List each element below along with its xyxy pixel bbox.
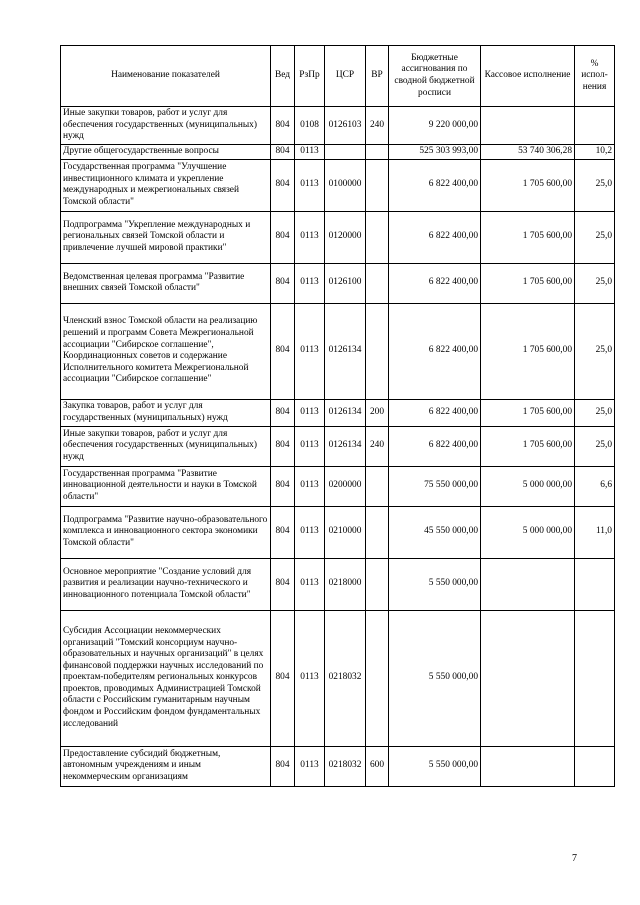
cell-cash	[481, 610, 575, 746]
cell-percent: 25,0	[575, 263, 615, 303]
cell-rzpr: 0113	[295, 466, 325, 506]
cell-cash: 5 000 000,00	[481, 466, 575, 506]
cell-vr	[366, 610, 389, 746]
cell-csr: 0218000	[325, 558, 366, 610]
cell-csr: 0100000	[325, 159, 366, 211]
table-row	[61, 558, 615, 610]
header-rzpr: РзПр	[295, 46, 325, 107]
cell-vr	[366, 263, 389, 303]
table-row	[61, 159, 615, 211]
header-name: Наименование показателей	[61, 46, 271, 107]
header-assignments: Бюджетные ассигнования по сводной бюджетной росписи	[389, 46, 481, 107]
cell-ved: 804	[271, 558, 295, 610]
table-row	[61, 746, 615, 786]
cell-percent: 11,0	[575, 506, 615, 558]
cell-ved: 804	[271, 159, 295, 211]
cell-rzpr: 0113	[295, 211, 325, 263]
cell-rzpr: 0113	[295, 303, 325, 399]
cell-assignments: 6 822 400,00	[389, 399, 481, 426]
table-row	[61, 399, 615, 426]
cell-name: Государственная программа "Развитие инновационной деятельности и науки в Томской области"	[61, 466, 271, 506]
cell-name: Иные закупки товаров, работ и услуг для обеспечения государственных (муниципальных) нужд	[61, 107, 271, 145]
table-row	[61, 466, 615, 506]
cell-vr: 200	[366, 399, 389, 426]
cell-cash: 1 705 600,00	[481, 159, 575, 211]
cell-rzpr: 0108	[295, 107, 325, 145]
cell-cash: 1 705 600,00	[481, 263, 575, 303]
table-header-row	[61, 46, 615, 107]
cell-percent	[575, 558, 615, 610]
cell-assignments: 6 822 400,00	[389, 303, 481, 399]
cell-name: Закупка товаров, работ и услуг для государственных (муниципальных) нужд	[61, 399, 271, 426]
cell-vr: 240	[366, 107, 389, 145]
cell-rzpr: 0113	[295, 506, 325, 558]
cell-assignments: 5 550 000,00	[389, 610, 481, 746]
cell-vr	[366, 145, 389, 160]
cell-csr: 0120000	[325, 211, 366, 263]
cell-csr: 0126134	[325, 399, 366, 426]
cell-csr: 0126100	[325, 263, 366, 303]
cell-percent	[575, 746, 615, 786]
cell-name: Предоставление субсидий бюджетным, автономным учреждениям и иным некоммерческим организациям	[61, 746, 271, 786]
cell-percent: 25,0	[575, 211, 615, 263]
cell-assignments: 75 550 000,00	[389, 466, 481, 506]
cell-rzpr: 0113	[295, 746, 325, 786]
cell-ved: 804	[271, 263, 295, 303]
cell-csr: 0218032	[325, 746, 366, 786]
cell-rzpr: 0113	[295, 159, 325, 211]
cell-assignments: 6 822 400,00	[389, 211, 481, 263]
cell-vr	[366, 466, 389, 506]
cell-ved: 804	[271, 211, 295, 263]
cell-rzpr: 0113	[295, 426, 325, 466]
table-row	[61, 303, 615, 399]
cell-cash	[481, 746, 575, 786]
cell-assignments: 6 822 400,00	[389, 263, 481, 303]
cell-assignments: 525 303 993,00	[389, 145, 481, 160]
cell-assignments: 5 550 000,00	[389, 558, 481, 610]
cell-name: Субсидия Ассоциации некоммерческих организаций "Томский консорциум научно-образовательных и научных организаций" в целях финансовой поддержки научных исследований по проектам-победителям региональных конкурсов проектов, проводимых Администрацией Томской области с Российским гуманитарным научным фондом и Российским фондом фундаментальных исследований	[61, 610, 271, 746]
budget-execution-table	[60, 45, 615, 787]
cell-ved: 804	[271, 426, 295, 466]
cell-ved: 804	[271, 107, 295, 145]
table-row	[61, 211, 615, 263]
cell-ved: 804	[271, 506, 295, 558]
cell-name: Государственная программа "Улучшение инвестиционного климата и укрепление международных и межрегиональных связей Томской области"	[61, 159, 271, 211]
cell-name: Подпрограмма "Укрепление международных и региональных связей Томской области и привлечение лучшей мировой практики"	[61, 211, 271, 263]
cell-assignments: 45 550 000,00	[389, 506, 481, 558]
cell-percent: 6,6	[575, 466, 615, 506]
page-number: 7	[572, 853, 577, 864]
cell-ved: 804	[271, 610, 295, 746]
cell-name: Другие общегосударственные вопросы	[61, 145, 271, 160]
cell-cash: 1 705 600,00	[481, 399, 575, 426]
cell-ved: 804	[271, 746, 295, 786]
cell-rzpr: 0113	[295, 263, 325, 303]
cell-csr: 0126134	[325, 426, 366, 466]
cell-assignments: 6 822 400,00	[389, 426, 481, 466]
cell-csr: 0126134	[325, 303, 366, 399]
cell-csr: 0200000	[325, 466, 366, 506]
table-row	[61, 145, 615, 160]
cell-cash: 53 740 306,28	[481, 145, 575, 160]
cell-cash	[481, 558, 575, 610]
cell-assignments: 6 822 400,00	[389, 159, 481, 211]
cell-name: Основное мероприятие "Создание условий для развития и реализации научно-технического и инновационного потенциала Томской области"	[61, 558, 271, 610]
table-row	[61, 426, 615, 466]
cell-rzpr: 0113	[295, 558, 325, 610]
cell-ved: 804	[271, 145, 295, 160]
cell-percent: 25,0	[575, 303, 615, 399]
cell-vr	[366, 303, 389, 399]
cell-name: Иные закупки товаров, работ и услуг для обеспечения государственных (муниципальных) нужд	[61, 426, 271, 466]
cell-csr: 0126103	[325, 107, 366, 145]
cell-ved: 804	[271, 399, 295, 426]
cell-name: Ведомственная целевая программа "Развитие внешних связей Томской области"	[61, 263, 271, 303]
cell-percent	[575, 107, 615, 145]
cell-csr	[325, 145, 366, 160]
header-percent: % испол-нения	[575, 46, 615, 107]
cell-vr: 600	[366, 746, 389, 786]
cell-cash: 5 000 000,00	[481, 506, 575, 558]
table-row	[61, 506, 615, 558]
header-cash: Кассовое исполнение	[481, 46, 575, 107]
cell-cash: 1 705 600,00	[481, 211, 575, 263]
table-row	[61, 107, 615, 145]
cell-csr: 0210000	[325, 506, 366, 558]
header-ved: Вед	[271, 46, 295, 107]
cell-cash: 1 705 600,00	[481, 426, 575, 466]
cell-percent: 10,2	[575, 145, 615, 160]
cell-vr	[366, 506, 389, 558]
cell-percent: 25,0	[575, 159, 615, 211]
cell-vr	[366, 211, 389, 263]
cell-name: Членский взнос Томской области на реализацию решений и программ Совета Межрегиональной ассоциации "Сибирское соглашение", Координационных советов и содержание Исполнительного комитета Межрегиональной ассоциации "Сибирское соглашение"	[61, 303, 271, 399]
cell-percent	[575, 610, 615, 746]
cell-percent: 25,0	[575, 399, 615, 426]
cell-csr: 0218032	[325, 610, 366, 746]
cell-vr: 240	[366, 426, 389, 466]
cell-assignments: 5 550 000,00	[389, 746, 481, 786]
cell-cash: 1 705 600,00	[481, 303, 575, 399]
cell-ved: 804	[271, 466, 295, 506]
cell-rzpr: 0113	[295, 399, 325, 426]
cell-assignments: 9 220 000,00	[389, 107, 481, 145]
cell-name: Подпрограмма "Развитие научно-образовательного комплекса и инновационного сектора экономики Томской области"	[61, 506, 271, 558]
header-vr: ВР	[366, 46, 389, 107]
table-row	[61, 610, 615, 746]
cell-vr	[366, 159, 389, 211]
table-body	[61, 107, 615, 787]
table-row	[61, 263, 615, 303]
cell-cash	[481, 107, 575, 145]
header-csr: ЦСР	[325, 46, 366, 107]
cell-percent: 25,0	[575, 426, 615, 466]
cell-vr	[366, 558, 389, 610]
cell-ved: 804	[271, 303, 295, 399]
cell-rzpr: 0113	[295, 610, 325, 746]
cell-rzpr: 0113	[295, 145, 325, 160]
